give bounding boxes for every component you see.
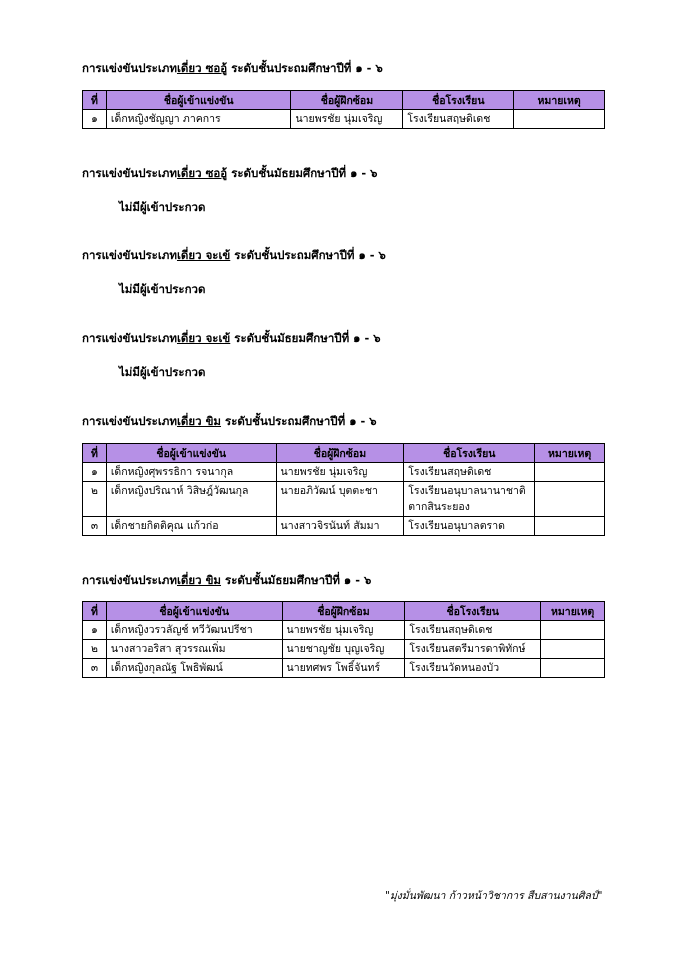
table-row	[83, 110, 605, 129]
table-header-row	[83, 444, 605, 463]
col-trainer-header: ชื่อผู้ฝึกซ้อม	[291, 91, 403, 110]
table-row	[83, 482, 605, 517]
col-school-header: ชื่อโรงเรียน	[405, 602, 541, 621]
remark	[535, 463, 605, 482]
school-name	[404, 482, 535, 517]
section-heading-1	[82, 60, 383, 78]
heading-prefix: การแข่งขันประเภท	[82, 414, 177, 428]
contestant-name: เด็กหญิงชัญญา ภาคการ	[106, 110, 291, 129]
heading-category: เดี่ยว จะเข้	[176, 248, 231, 262]
table-row	[83, 463, 605, 482]
heading-category: เดี่ยว ขิม	[176, 414, 222, 428]
col-no-header: ที่	[83, 444, 107, 463]
contestant-name: เด็กหญิงวรวลัญช์ ทวีวัฒนปรีชา	[106, 621, 282, 640]
contestant-name: นางสาวอริสา สุวรรณเพิ่ม	[106, 640, 282, 659]
section-heading-5	[82, 413, 377, 431]
remark	[541, 640, 605, 659]
remark	[541, 659, 605, 678]
contestant-name: เด็กหญิงกุลณัฐ โพธิพัฒน์	[106, 659, 282, 678]
heading-level: ระดับชั้นมัธยมศึกษาปีที่ ๑ - ๖	[227, 166, 378, 180]
heading-level: ระดับชั้นประถมศึกษาปีที่ ๑ - ๖	[230, 248, 386, 262]
table-row	[83, 517, 605, 536]
col-school-header: ชื่อโรงเรียน	[403, 91, 514, 110]
col-no-header: ที่	[83, 602, 107, 621]
contestant-name: เด็กชายกิตติคุณ แก้วก่อ	[106, 517, 276, 536]
footer-slogan: "มุ่งมั่นพัฒนา ก้าวหน้าวิชาการ สืบสานงานศิลป์"	[385, 890, 603, 902]
heading-level: ระดับชั้นประถมศึกษาปีที่ ๑ - ๖	[227, 61, 383, 75]
results-table-5	[82, 443, 605, 536]
school-name: โรงเรียนอนุบาลตราด	[404, 517, 535, 536]
trainer-name: นายชาญชัย บุญเจริญ	[282, 640, 405, 659]
school-name: โรงเรียนสฤษดิเดช	[403, 110, 514, 129]
heading-prefix: การแข่งขันประเภท	[82, 61, 177, 75]
school-name: โรงเรียนสฤษดิเดช	[404, 463, 535, 482]
table-row	[83, 621, 605, 640]
section-heading-4	[82, 330, 381, 348]
table-header-row	[83, 91, 605, 110]
row-number: ๓	[83, 517, 107, 536]
heading-level: ระดับชั้นประถมศึกษาปีที่ ๑ - ๖	[221, 414, 377, 428]
trainer-name: นายพรชัย นุ่มเจริญ	[276, 463, 404, 482]
section-heading-2	[82, 165, 377, 183]
col-no-header: ที่	[83, 91, 107, 110]
heading-category: เดี่ยว ซออู้	[176, 61, 228, 75]
remark	[535, 482, 605, 517]
heading-prefix: การแข่งขันประเภท	[82, 166, 177, 180]
col-trainer-header: ชื่อผู้ฝึกซ้อม	[276, 444, 404, 463]
row-number: ๑	[83, 463, 107, 482]
results-table-1	[82, 90, 605, 129]
section-heading-3	[82, 247, 386, 265]
col-contestant-header: ชื่อผู้เข้าแข่งขัน	[106, 444, 276, 463]
table-row	[83, 659, 605, 678]
remark	[514, 110, 605, 129]
school-name: โรงเรียนสตรีมารดาพิทักษ์	[405, 640, 541, 659]
row-number: ๒	[83, 482, 107, 517]
school-name-line-2: ตากสินระยอง	[408, 501, 470, 513]
heading-category: เดี่ยว ซออู้	[176, 166, 228, 180]
heading-level: ระดับชั้นมัธยมศึกษาปีที่ ๑ - ๖	[221, 573, 372, 587]
row-number: ๒	[83, 640, 107, 659]
heading-prefix: การแข่งขันประเภท	[82, 573, 177, 587]
no-contestants-note: ไม่มีผู้เข้าประกวด	[119, 365, 206, 379]
school-name-line-1: โรงเรียนอนุบาลนานาชาติ	[408, 485, 526, 497]
school-name: โรงเรียนวัดหนองบัว	[405, 659, 541, 678]
remark	[535, 517, 605, 536]
contestant-name: เด็กหญิงศุพรรธิกา รจนากุล	[106, 463, 276, 482]
trainer-name: นายพรชัย นุ่มเจริญ	[291, 110, 403, 129]
remark	[541, 621, 605, 640]
col-remark-header: หมายเหตุ	[514, 91, 605, 110]
heading-prefix: การแข่งขันประเภท	[82, 331, 177, 345]
trainer-name: นายอภิวัฒน์ บุตตะชา	[276, 482, 404, 517]
no-contestants-note: ไม่มีผู้เข้าประกวด	[119, 200, 206, 214]
heading-level: ระดับชั้นมัธยมศึกษาปีที่ ๑ - ๖	[230, 331, 381, 345]
row-number: ๓	[83, 659, 107, 678]
table-row	[83, 640, 605, 659]
col-school-header: ชื่อโรงเรียน	[404, 444, 535, 463]
row-number: ๑	[83, 110, 107, 129]
heading-prefix: การแข่งขันประเภท	[82, 248, 177, 262]
row-number: ๑	[83, 621, 107, 640]
school-name: โรงเรียนสฤษดิเดช	[405, 621, 541, 640]
col-trainer-header: ชื่อผู้ฝึกซ้อม	[282, 602, 405, 621]
heading-category: เดี่ยว ขิม	[176, 573, 222, 587]
col-remark-header: หมายเหตุ	[541, 602, 605, 621]
col-contestant-header: ชื่อผู้เข้าแข่งขัน	[106, 91, 291, 110]
col-remark-header: หมายเหตุ	[535, 444, 605, 463]
section-heading-6	[82, 572, 371, 590]
no-contestants-note: ไม่มีผู้เข้าประกวด	[119, 282, 206, 296]
col-contestant-header: ชื่อผู้เข้าแข่งขัน	[106, 602, 282, 621]
trainer-name: นายพรชัย นุ่มเจริญ	[282, 621, 405, 640]
trainer-name: นายทศพร โพธิ์จันทร์	[282, 659, 405, 678]
contestant-name: เด็กหญิงปริณาห์ วิสิษฎ์วัฒนกุล	[106, 482, 276, 517]
heading-category: เดี่ยว จะเข้	[176, 331, 231, 345]
results-table-6	[82, 601, 605, 678]
table-header-row	[83, 602, 605, 621]
trainer-name: นางสาวจิรนันท์ สัมมา	[276, 517, 404, 536]
